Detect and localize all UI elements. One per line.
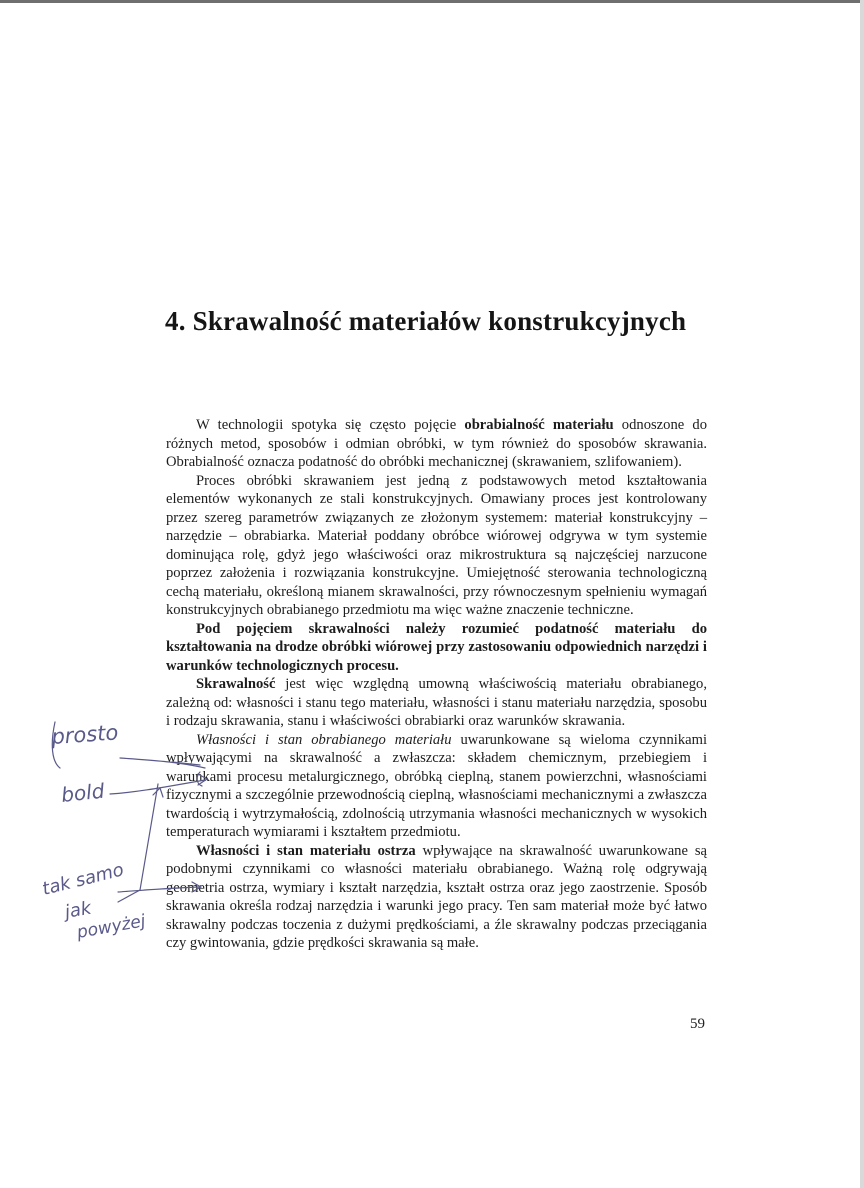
term-obrabialnosc: obrabialność materiału bbox=[464, 417, 614, 433]
p1-end: odnoszone do różnych metod, sposobów i odmian obróbki, w tym również do sposobów skrawania. Obrabialność oznacza podatność do obróbki mechanicznej (skrawaniem, szlifowaniem). bbox=[166, 417, 707, 470]
term-wlasnosci-materialu: Własności i stan obrabianego materiału bbox=[196, 731, 452, 748]
term-skrawalnosc: Skrawalność bbox=[196, 676, 276, 692]
p6-rest: wpływające na skrawalność uwarunkowane są podobnymi czynnikami co własności materiału obrabianego. Ważną rolę odgrywają geometria ostrza, wymiary i kształt narzędzia, kształt ostrza oraz jego zaostrzenie. Sposób skrawania określa rodzaj narzędzia i warunki jego pracy. Ten sam materiał może być łatwo skrawalny podczas toczenia z dużymi prędkościami, a źle skrawalny podczas przeciągania czy gwintowania, gdzie prędkości skrawania są małe. bbox=[166, 842, 707, 951]
page-number: 59 bbox=[690, 1016, 705, 1032]
paragraph-3-definition bbox=[166, 620, 707, 676]
body-text bbox=[166, 416, 707, 953]
bracket-line-left bbox=[118, 784, 158, 902]
p5-rest: uwarunkowane są wieloma czynnikami wpływającymi na skrawalność a zwłaszcza: składem chemicznym, przebiegiem i warunkami procesu metalurgicznego, obróbką cieplną, stanem powierzchni, własnościami fizycznymi a szczególnie przewodnością cieplną, własnościami mechanicznymi a zwłaszcza twardością i wytrzymałością, zdolnością utrzymania własności mechanicznych w wysokich temperaturach wymiarami i kształtem przedmiotu. bbox=[166, 731, 708, 840]
scan-top-edge bbox=[0, 0, 864, 3]
chapter-title: 4. Skrawalność materiałów konstrukcyjnych bbox=[165, 306, 687, 336]
arrow-head-wplywajacymi bbox=[153, 788, 163, 797]
paragraph-4 bbox=[166, 675, 707, 731]
definition-text: Pod pojęciem skrawalności należy rozumieć podatność materiału do kształtowania na drodze obróbki wiórowej przy zastosowaniu odpowiednich narzędzi i warunków technologicznych procesu. bbox=[166, 620, 707, 674]
paragraph-6 bbox=[166, 842, 707, 953]
note-jak: jak bbox=[63, 897, 93, 923]
note-prosto: prosto bbox=[50, 720, 120, 749]
paragraph-5 bbox=[166, 731, 707, 842]
note-bold: bold bbox=[60, 778, 106, 807]
note-powyzej: powyżej bbox=[75, 911, 148, 943]
paragraph-2: Proces obróbki skrawaniem jest jedną z podstawowych metod kształtowania elementów wykonanych ze stali konstrukcyjnych. Omawiany proces jest kontrolowany przez szereg parametrów związanych ze złożonym systemem: materiał konstrukcyjny – narzędzie – obrabiarka. Materiał poddany obróbce wiórowej odgrywa w tym systemie dominująca rolę, gdyż jego właściwości oraz mikrostruktura są najczęściej narzucone poprzez założenia i rozwiązania konstrukcyjne. Umiejętność sterowania technologiczną cechą materiału, określoną mianem skrawalności, przy równoczesnym spełnieniu wymagań konstrukcyjnych obrabianego przedmiotu ma więc ważne znaczenie techniczne. bbox=[166, 472, 707, 618]
p4-rest: jest więc względną umowną właściwością materiału obrabianego, zależną od: własności i stanu tego materiału, własności i stanu materiału narzędzia, sposobu i rodzaju skrawania, stanu i właściwości obrabiarki oraz warunków skrawania. bbox=[166, 676, 707, 729]
note-tak-samo: tak samo bbox=[40, 859, 126, 900]
p1-start: W technologii spotyka się często pojęcie bbox=[196, 417, 465, 433]
term-wlasnosci-ostrza: Własności i stan materiału ostrza bbox=[196, 842, 416, 859]
paragraph-1 bbox=[166, 416, 707, 472]
prosto-stroke bbox=[52, 722, 60, 768]
scan-right-edge bbox=[860, 0, 864, 1188]
